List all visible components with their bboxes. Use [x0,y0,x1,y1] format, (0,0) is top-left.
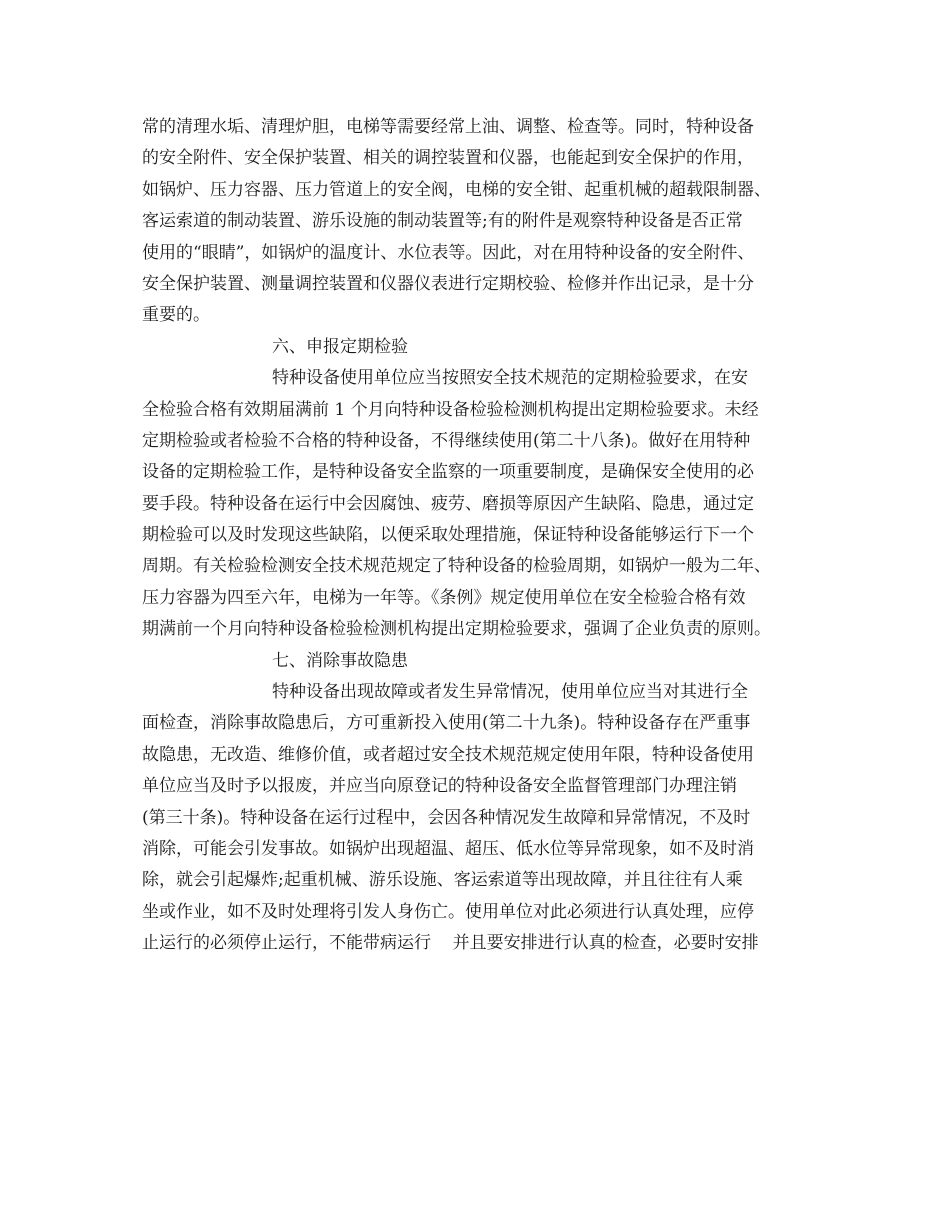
text-line: 安全保护装置、测量调控装置和仪器仪表进行定期校验、检修并作出记录，是十分 [142,273,754,294]
text-line: 客运索道的制动装置、游乐设施的制动装置等;有的附件是观察特种设备是否正常 [142,211,743,232]
text-line: 坐或作业，如不及时处理将引发人身伤亡。使用单位对此必须进行认真处理，应停 [142,901,754,922]
text-line: 止运行的必须停止运行，不能带病运行 并且要安排进行认真的检查，必要时安排 [142,933,759,954]
text-line: 特种设备出现故障或者发生异常情况，使用单位应当对其进行全 [272,682,748,703]
text-line: 的安全附件、安全保护装置、相关的调控装置和仪器，也能起到安全保护的作用， [142,148,754,169]
text-line: 定期检验或者检验不合格的特种设备，不得继续使用(第二十八条)。做好在用特种 [142,430,751,451]
text-line: (第三十条)。特种设备在运行过程中，会因各种情况发生故障和异常情况，不及时 [142,807,751,828]
text-line: 面检查，消除事故隐患后，方可重新投入使用(第二十九条)。特种设备存在严重事 [142,713,751,734]
text-line: 全检验合格有效期届满前 1 个月向特种设备检验检测机构提出定期检验要求。未经 [142,399,759,420]
text-line: 期满前一个月向特种设备检验检测机构提出定期检验要求，强调了企业负责的原则。 [142,619,771,640]
text-line: 设备的定期检验工作，是特种设备安全监察的一项重要制度，是确保安全使用的必 [142,462,754,483]
text-line: 使用的“眼睛”，如锅炉的温度计、水位表等。因此，对在用特种设备的安全附件、 [142,242,755,263]
text-line: 要手段。特种设备在运行中会因腐蚀、疲劳、磨损等原因产生缺陷、隐患，通过定 [142,493,754,514]
text-line: 单位应当及时予以报废，并应当向原登记的特种设备安全监督管理部门办理注销 [142,776,737,797]
text-line: 压力容器为四至六年，电梯为一年等。《条例》规定使用单位在安全检验合格有效 [142,587,746,608]
text-line: 故隐患，无改造、维修价值，或者超过安全技术规范规定使用年限，特种设备使用 [142,744,754,765]
text-line: 除，就会引起爆炸;起重机械、游乐设施、客运索道等出现故障，并且往往有人乘 [142,870,743,891]
text-line: 特种设备使用单位应当按照安全技术规范的定期检验要求，在安 [272,368,748,389]
section-heading: 七、消除事故隐患 [272,650,408,671]
text-line: 期检验可以及时发现这些缺陷，以便采取处理措施，保证特种设备能够运行下一个 [142,525,754,546]
text-line: 重要的。 [142,305,210,326]
text-line: 常的清理水垢、清理炉胆，电梯等需要经常上油、调整、检查等。同时，特种设备 [142,117,754,137]
text-line: 周期。有关检验检测安全技术规范规定了特种设备的检验周期，如锅炉一般为二年、 [142,556,771,577]
document-body [142,112,822,960]
text-line: 如锅炉、压力容器、压力管道上的安全阀，电梯的安全钳、起重机械的超载限制器、 [142,179,771,200]
section-heading: 六、申报定期检验 [272,336,408,357]
text-line: 消除，可能会引发事故。如锅炉出现超温、超压、低水位等异常现象，如不及时消 [142,838,754,859]
